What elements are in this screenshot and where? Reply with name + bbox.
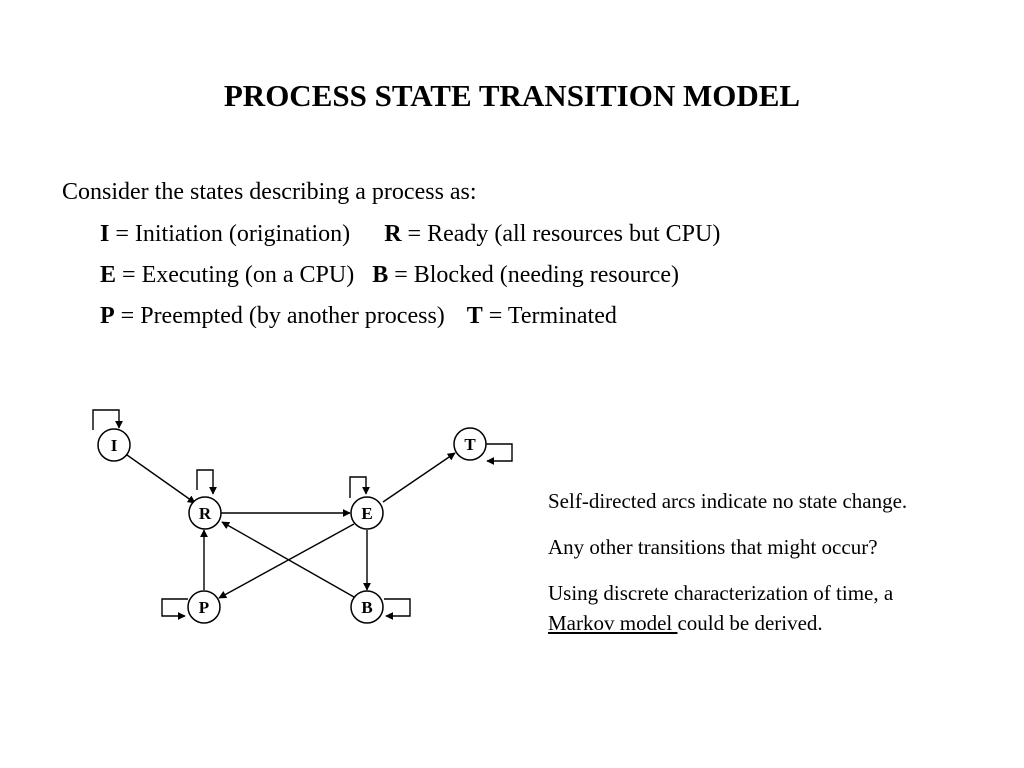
self-arc-p [162, 599, 188, 616]
note-other-transitions: Any other transitions that might occur? [548, 535, 878, 559]
equals-sign: = [120, 303, 135, 329]
slide-title: PROCESS STATE TRANSITION MODEL [223, 78, 801, 113]
state-node-e [351, 497, 383, 529]
note-markov-pre: Using discrete characterization of time, a [548, 581, 894, 605]
self-arc-e [350, 477, 366, 498]
state-node-label: P [198, 598, 210, 617]
state-node-b [351, 591, 383, 623]
state-key-p: P [100, 303, 115, 329]
state-node-p [188, 591, 220, 623]
state-key-r: R [384, 221, 402, 247]
state-desc-i: Initiation (origination) [134, 221, 351, 247]
state-desc-b: Blocked (needing resource) [413, 262, 679, 288]
state-node-label: B [361, 598, 373, 617]
state-key-t: T [466, 303, 483, 329]
self-arc-b [384, 599, 410, 616]
arc-i-to-r [127, 455, 195, 503]
self-arc-r [197, 470, 213, 494]
self-arc-t [486, 444, 512, 461]
state-key-e: E [100, 262, 117, 288]
note-markov [548, 578, 1008, 638]
state-desc-t: Terminated [507, 303, 617, 329]
equals-sign: = [394, 262, 408, 288]
state-node-r [189, 497, 221, 529]
state-key-b: B [372, 262, 389, 288]
note-self-arcs: Self-directed arcs indicate no state change. [548, 489, 908, 513]
equals-sign: = [488, 303, 503, 329]
state-node-t [454, 428, 486, 460]
state-desc-e: Executing (on a CPU) [141, 262, 355, 288]
state-desc-p: Preempted (by another process) [140, 303, 445, 329]
equals-sign: = [122, 262, 136, 288]
state-node-label: I [110, 436, 118, 455]
state-key-i: I [100, 221, 110, 247]
state-node-i [98, 429, 130, 461]
notes-panel [548, 486, 1008, 638]
state-desc-r: Ready (all resources but CPU) [427, 221, 721, 247]
state-node-label: T [464, 435, 476, 454]
note-markov-post: could be derived. [677, 611, 823, 635]
equals-sign: = [115, 221, 129, 247]
arc-e-to-p [219, 524, 354, 598]
equals-sign: = [407, 221, 422, 247]
intro-text: Consider the states describing a process as: [62, 179, 477, 205]
self-arc-i [93, 410, 119, 430]
state-node-label: R [198, 504, 212, 523]
arc-e-to-t [383, 453, 455, 502]
markov-model-link[interactable]: Markov model [548, 611, 678, 635]
state-node-label: E [361, 504, 373, 523]
